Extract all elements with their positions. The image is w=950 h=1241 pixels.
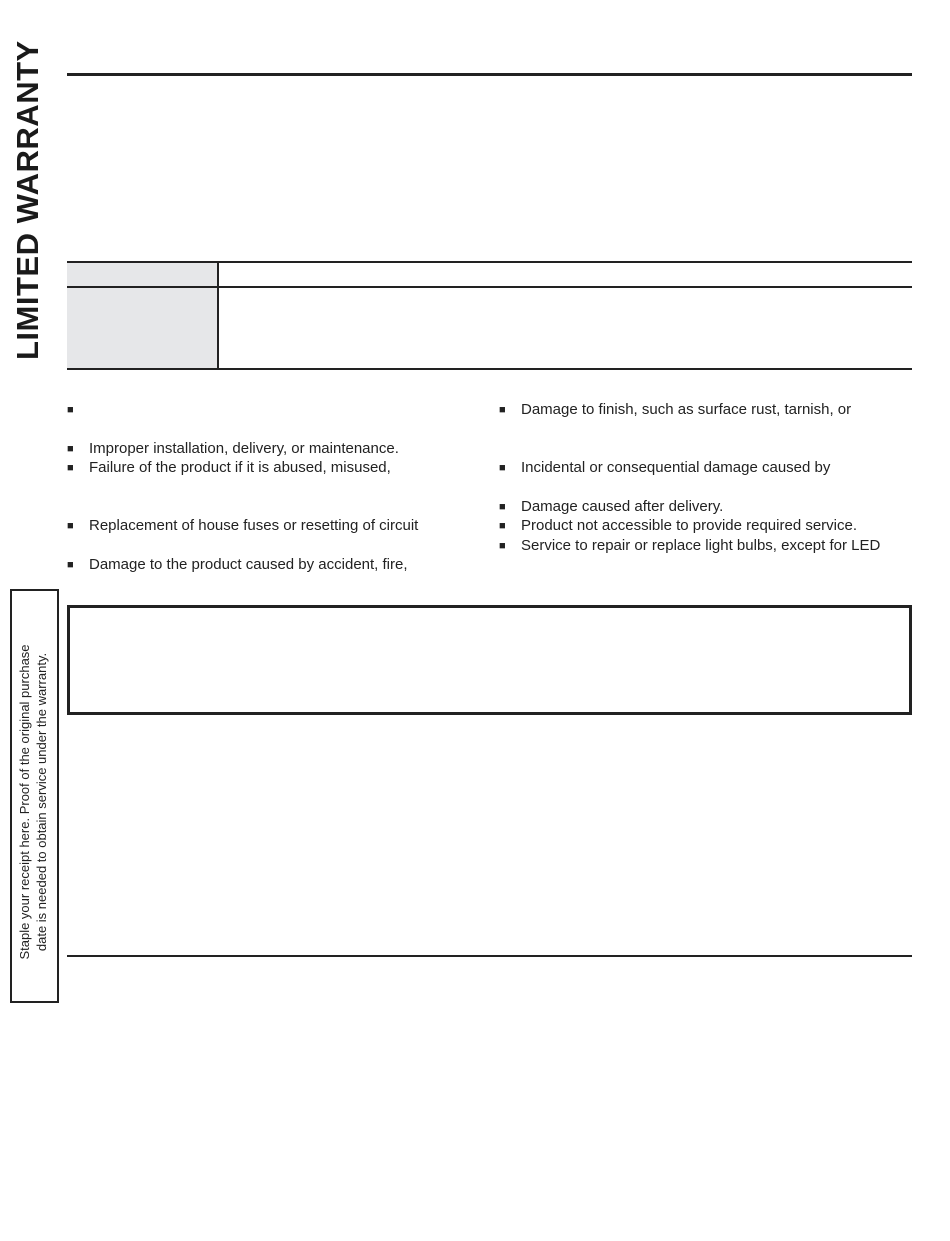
page-side-title: LIMITED WARRANTY	[10, 40, 45, 360]
list-item: ■ Product not accessible to provide required service.	[499, 517, 858, 534]
list-item: ■ Damage caused after delivery.	[499, 498, 724, 515]
table-row	[67, 288, 912, 368]
table-left-cell	[67, 288, 219, 368]
bullet-square-icon: ■	[499, 540, 506, 552]
bullet-square-icon: ■	[499, 404, 506, 416]
table-header-left-cell	[67, 263, 219, 286]
table-header-row	[67, 263, 912, 288]
bottom-rule	[67, 955, 912, 957]
notice-box	[67, 605, 912, 715]
bullet-square-icon: ■	[67, 443, 74, 455]
list-item: ■ Service to repair or replace light bulbs, except for LED	[499, 537, 881, 554]
staple-receipt-note	[16, 622, 50, 982]
bullet-square-icon: ■	[499, 501, 506, 513]
list-item: ■ Improper installation, delivery, or maintenance.	[67, 440, 399, 457]
list-item: ■ Incidental or consequential damage caused by	[499, 459, 831, 476]
top-rule	[67, 73, 912, 76]
bullet-square-icon: ■	[67, 559, 74, 571]
bullet-square-icon: ■	[67, 520, 74, 532]
list-item: ■ Failure of the product if it is abused, misused,	[67, 459, 391, 476]
bullet-square-icon: ■	[499, 520, 506, 532]
list-item: ■ Damage to finish, such as surface rust, tarnish, or	[499, 401, 852, 418]
bullet-square-icon: ■	[67, 404, 74, 416]
staple-note-line-2: date is needed to obtain service under the warranty.	[34, 652, 49, 952]
list-item: ■ Replacement of house fuses or resetting of circuit	[67, 517, 419, 534]
list-item: ■ Damage to the product caused by accident, fire,	[67, 556, 408, 573]
warranty-period-table	[67, 261, 912, 370]
staple-note-line-1: Staple your receipt here. Proof of the original purchase	[17, 644, 32, 960]
bullet-square-icon: ■	[499, 462, 506, 474]
list-item	[67, 401, 89, 419]
bullet-square-icon: ■	[67, 462, 74, 474]
